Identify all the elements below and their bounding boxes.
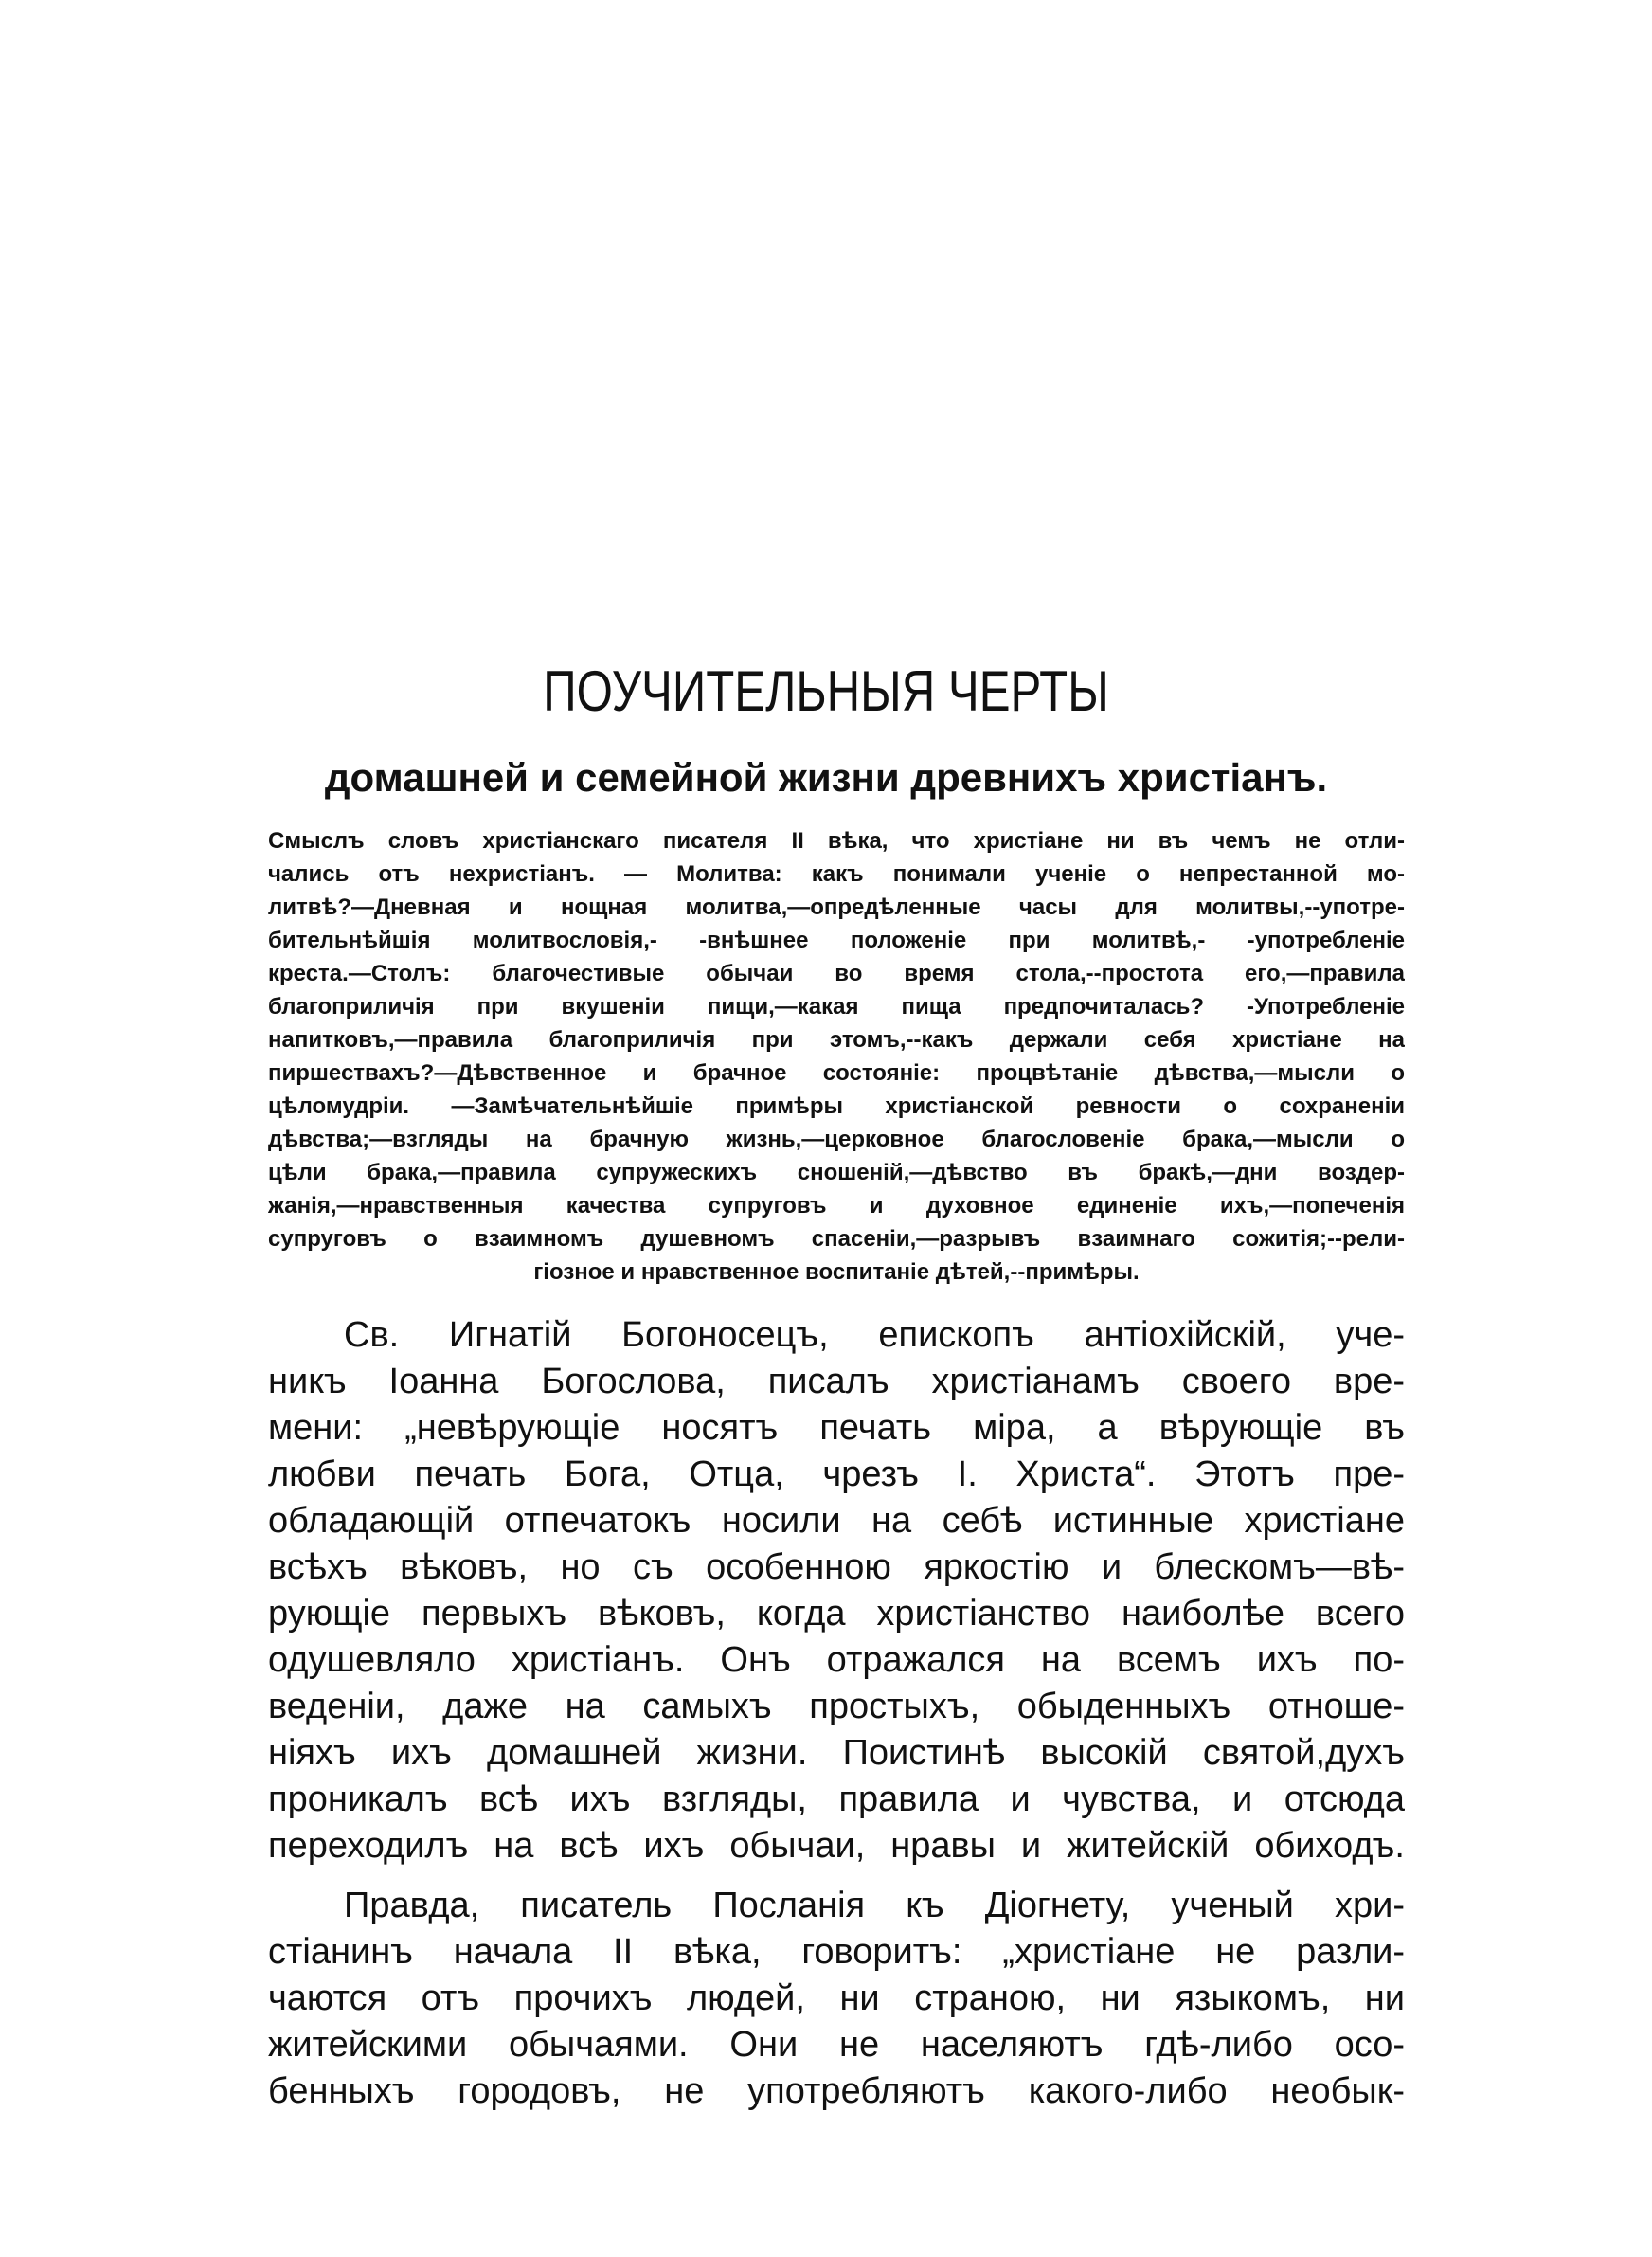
- text-line: житейскими обычаями. Они не населяютъ гдѣ-либо осо-: [268, 2025, 1405, 2065]
- text-line: мени: „невѣрующіе носятъ печать міра, а вѣрующіе въ: [268, 1408, 1405, 1448]
- text-line: обладающій отпечатокъ носили на себѣ истинные христіане: [268, 1501, 1405, 1541]
- text-line: бенныхъ городовъ, не употребляютъ какого-либо необык-: [268, 2071, 1405, 2111]
- text-line: всѣхъ вѣковъ, но съ особенною яркостію и блескомъ—вѣ-: [268, 1547, 1405, 1587]
- summary-line: супруговъ о взаимномъ душевномъ спасеніи,—разрывъ взаимнаго сожитія;--рели-: [268, 1226, 1405, 1252]
- summary-line: литвѣ?—Дневная и нощная молитва,—опредѣленные часы для молитвы,--употре-: [268, 894, 1405, 920]
- text-line: одушевляло христіанъ. Онъ отражался на всемъ ихъ по-: [268, 1640, 1405, 1680]
- summary-line: цѣломудріи. —Замѣчательнѣйшіе примѣры христіанской ревности о сохраненіи: [268, 1093, 1405, 1119]
- summary-line: пиршествахъ?—Дѣвственное и брачное состояніе: процвѣтаніе дѣвства,—мысли о: [268, 1060, 1405, 1086]
- paragraph-1: [268, 1312, 1405, 1869]
- text-line: любви печать Бога, Отца, чрезъ І. Христа“. Этотъ пре-: [268, 1454, 1405, 1494]
- summary-line: благоприличія при вкушеніи пищи,—какая пища предпочиталась? -Употребленіе: [268, 994, 1405, 1020]
- body-text: [268, 1312, 1405, 2115]
- text-line: Св. Игнатій Богоносецъ, епископъ антіохійскій, уче-: [344, 1315, 1405, 1355]
- summary-line: креста.—Столъ: благочестивые обычаи во время стола,--простота его,—правила: [268, 961, 1405, 986]
- text-line: никъ Іоанна Богослова, писалъ христіанамъ своего вре-: [268, 1362, 1405, 1401]
- text-line: переходилъ на всѣ ихъ обычаи, нравы и житейскій обиходъ.: [268, 1826, 1405, 1866]
- text-line: ніяхъ ихъ домашней жизни. Поистинѣ высокій святой,духъ: [268, 1733, 1405, 1773]
- text-line: стіанинъ начала II вѣка, говоритъ: „христіане не разли-: [268, 1932, 1405, 1972]
- page-subtitle: домашней и семейной жизни древнихъ христіанъ.: [324, 755, 1328, 800]
- summary-line: цѣли брака,—правила супружескихъ сношеній,—дѣвство въ бракѣ,—дни воздер-: [268, 1160, 1405, 1185]
- summary-line: дѣвства;—взгляды на брачную жизнь,—церковное благословеніе брака,—мысли о: [268, 1127, 1405, 1152]
- paragraph-2: [268, 1883, 1405, 2115]
- summary-line: Смыслъ словъ христіанскаго писателя II вѣка, что христіане ни въ чемъ не отли-: [268, 828, 1405, 854]
- summary-line: бительнѣйшія молитвословія,- -внѣшнее положеніе при молитвѣ,- -употребленіе: [268, 928, 1405, 953]
- text-line: веденіи, даже на самыхъ простыхъ, обыденныхъ отноше-: [268, 1687, 1405, 1726]
- paragraph-gap: [268, 1869, 1405, 1883]
- text-line: проникалъ всѣ ихъ взгляды, правила и чувства, и отсюда: [268, 1779, 1405, 1819]
- summary-line: напитковъ,—правила благоприличія при этомъ,--какъ держали себя христіане на: [268, 1027, 1405, 1053]
- text-line: чаются отъ прочихъ людей, ни страною, ни языкомъ, ни: [268, 1978, 1405, 2018]
- summary-line: гіозное и нравственное воспитаніе дѣтей,--примѣры.: [533, 1259, 1140, 1285]
- summary-line: жанія,—нравственныя качества супруговъ и духовное единеніе ихъ,—попеченія: [268, 1193, 1405, 1219]
- page-title: ПОУЧИТЕЛЬНЫЯ ЧЕРТЫ: [543, 659, 1109, 723]
- text-line: рующіе первыхъ вѣковъ, когда христіанство наиболѣе всего: [268, 1594, 1405, 1634]
- text-line: Правда, писатель Посланія къ Діогнету, ученый хри-: [344, 1886, 1405, 1925]
- summary-line: чались отъ нехристіанъ. — Молитва: какъ понимали ученіе о непрестанной мо-: [268, 861, 1405, 887]
- chapter-summary: [268, 824, 1405, 1289]
